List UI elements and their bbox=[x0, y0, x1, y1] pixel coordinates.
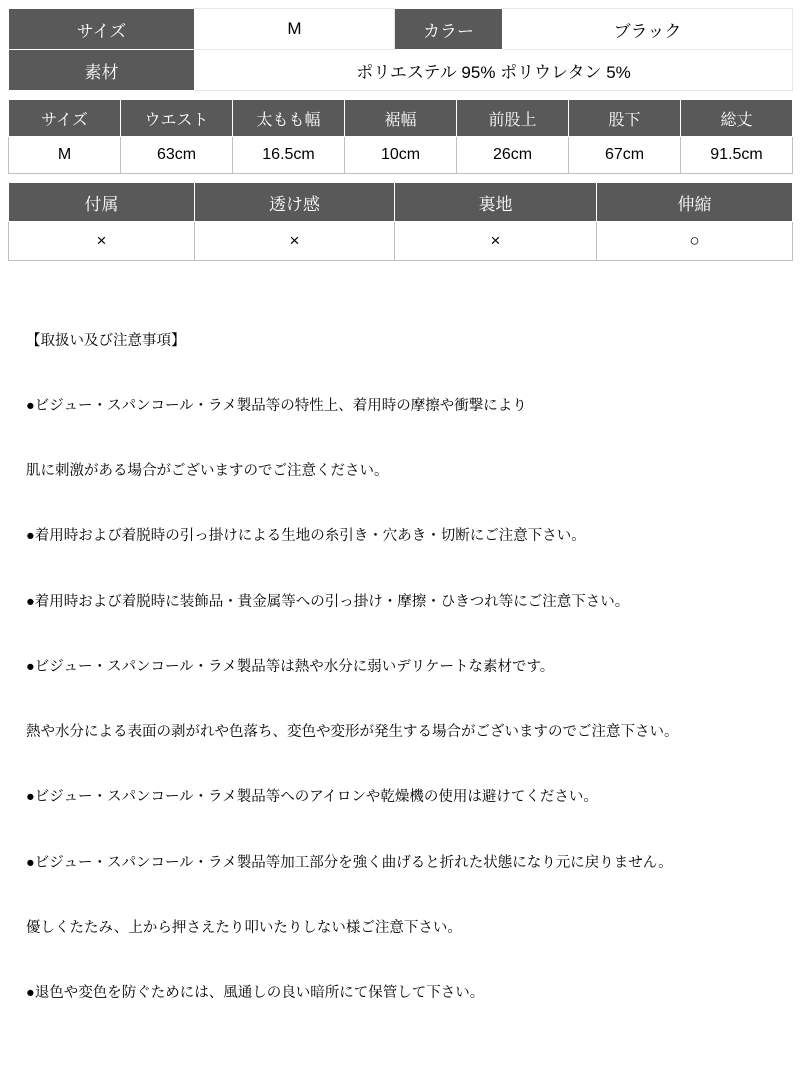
notes-line: ●ビジュー・スパンコール・ラメ製品等の特性上、着用時の摩擦や衝撃により bbox=[26, 397, 527, 414]
table-header-row bbox=[9, 100, 793, 137]
notes-line: 熱や水分による表面の剥がれや色落ち、変色や変形が発生する場合がございますのでご注意下さい。 bbox=[26, 724, 679, 740]
attribute-table bbox=[8, 182, 793, 261]
notes-line: ●退色や変色を防ぐためには、風通しの良い暗所にて保管して下さい。 bbox=[26, 985, 485, 1001]
notes-line: ●着用時および着脱時の引っ掛けによる生地の糸引き・穴あき・切断にご注意下さい。 bbox=[26, 528, 586, 545]
care-notes bbox=[26, 287, 792, 1048]
table-header-row bbox=[9, 183, 793, 222]
notes-line: 肌に刺激がある場合がございますのでご注意ください。 bbox=[26, 463, 389, 479]
measure-value-inseam: 67cm bbox=[569, 137, 681, 174]
table-row bbox=[9, 9, 793, 50]
basic-value-material: ポリエステル 95% ポリウレタン 5% bbox=[195, 50, 793, 91]
measurement-table bbox=[8, 99, 793, 174]
basic-header-size: サイズ bbox=[9, 9, 195, 50]
measure-value-hem: 10cm bbox=[345, 137, 457, 174]
measure-header-thigh: 太もも幅 bbox=[233, 100, 345, 137]
basic-spec-table bbox=[8, 8, 793, 91]
measure-header-total-length: 総丈 bbox=[681, 100, 793, 137]
attr-header-lining: 裏地 bbox=[395, 183, 597, 222]
measure-value-thigh: 16.5cm bbox=[233, 137, 345, 174]
table-row bbox=[9, 137, 793, 174]
measure-value-waist: 63cm bbox=[121, 137, 233, 174]
attr-value-lining: × bbox=[395, 222, 597, 261]
measure-header-inseam: 股下 bbox=[569, 100, 681, 137]
notes-line: ●ビジュー・スパンコール・ラメ製品等は熱や水分に弱いデリケートな素材です。 bbox=[26, 658, 555, 675]
table-row bbox=[9, 50, 793, 91]
notes-line: ●着用時および着脱時に装飾品・貴金属等への引っ掛け・摩擦・ひきつれ等にご注意下さい。 bbox=[26, 593, 630, 610]
notes-line: ●ビジュー・スパンコール・ラメ製品等へのアイロンや乾燥機の使用は避けてください。 bbox=[26, 789, 598, 806]
attr-value-sheerness: × bbox=[195, 222, 395, 261]
notes-line: 優しくたたみ、上から押さえたり叩いたりしない様ご注意下さい。 bbox=[26, 919, 462, 936]
measure-value-size: M bbox=[9, 137, 121, 174]
table-row bbox=[9, 222, 793, 261]
measure-value-front-rise: 26cm bbox=[457, 137, 569, 174]
attr-header-sheerness: 透け感 bbox=[195, 183, 395, 222]
attr-value-accessory: × bbox=[9, 222, 195, 261]
notes-line: ●ビジュー・スパンコール・ラメ製品等加工部分を強く曲げると折れた状態になり元に戻りません。 bbox=[26, 854, 673, 871]
attr-value-stretch: ○ bbox=[597, 222, 793, 261]
basic-header-material: 素材 bbox=[9, 50, 195, 91]
measure-header-front-rise: 前股上 bbox=[457, 100, 569, 137]
measure-header-hem: 裾幅 bbox=[345, 100, 457, 137]
basic-value-color: ブラック bbox=[503, 9, 793, 50]
basic-header-color: カラー bbox=[395, 9, 503, 50]
measure-header-waist: ウエスト bbox=[121, 100, 233, 137]
notes-title: 【取扱い及び注意事項】 bbox=[26, 332, 186, 349]
attr-header-stretch: 伸縮 bbox=[597, 183, 793, 222]
measure-value-total-length: 91.5cm bbox=[681, 137, 793, 174]
attr-header-accessory: 付属 bbox=[9, 183, 195, 222]
basic-value-size: M bbox=[195, 9, 395, 50]
measure-header-size: サイズ bbox=[9, 100, 121, 137]
